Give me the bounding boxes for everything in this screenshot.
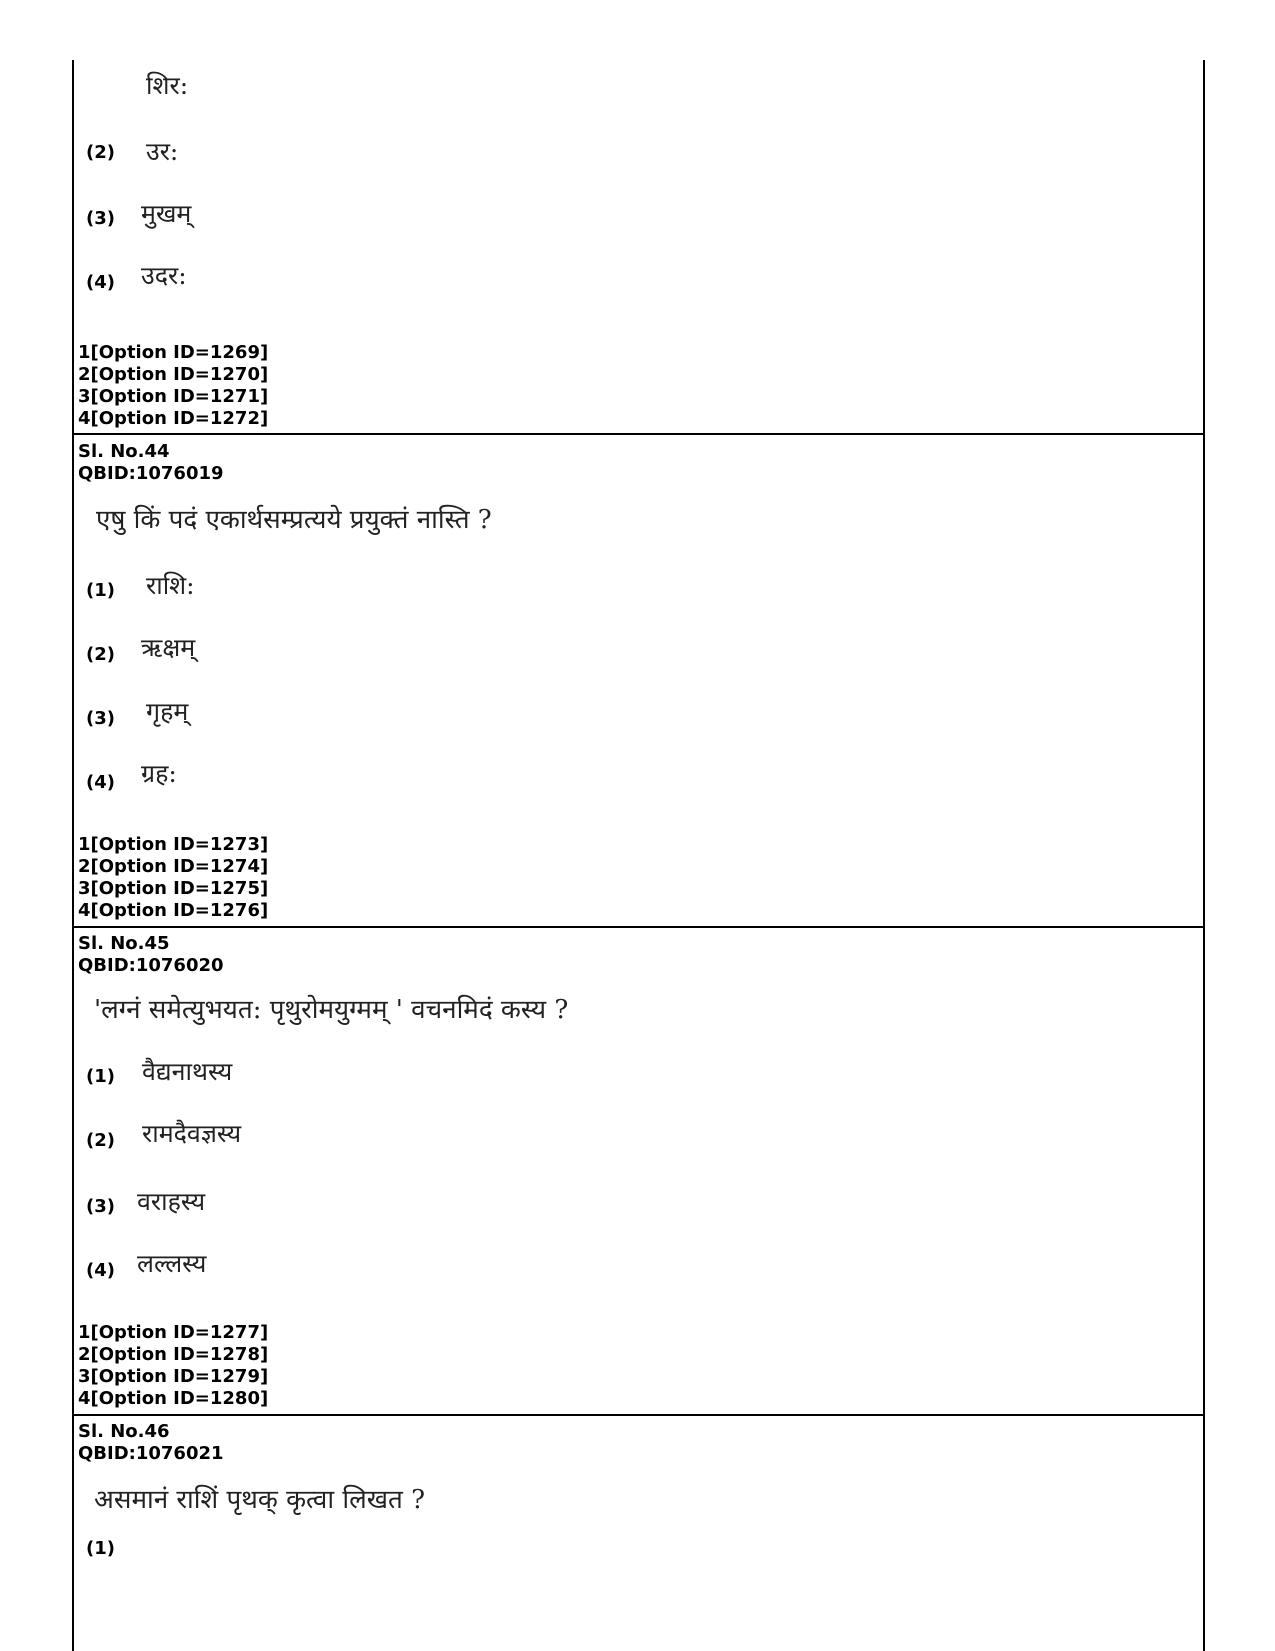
option-id-list <box>78 342 268 430</box>
option-id: 3[Option ID=1275] <box>78 878 269 899</box>
option-number: (4) <box>86 1260 115 1281</box>
option-id: 2[Option ID=1270] <box>78 364 269 385</box>
option-text: गृहम् <box>146 697 189 726</box>
option-text: वराहस्य <box>137 1187 206 1216</box>
serial-number: Sl. No.44 <box>78 441 170 462</box>
option-number: (1) <box>86 1538 115 1559</box>
option-text: मुखम् <box>141 199 192 228</box>
option-id-list <box>78 1322 268 1410</box>
option-text: लल्लस्य <box>137 1249 207 1278</box>
option-number: (4) <box>86 772 115 793</box>
option-number: (3) <box>86 708 115 729</box>
option-text: राशि: <box>146 571 195 600</box>
option-text: ऋक्षम् <box>141 633 196 662</box>
qbid: QBID:1076019 <box>78 463 224 484</box>
option-id: 2[Option ID=1274] <box>78 856 269 877</box>
option-text: ग्रह: <box>141 759 177 788</box>
question-text: 'लग्नं समेत्युभयत: पृथुरोमयुग्मम् ' वचनमिदं कस्य ? <box>94 995 569 1025</box>
option-id: 4[Option ID=1276] <box>78 900 269 921</box>
option-id-list <box>78 834 268 922</box>
option-number: (3) <box>86 208 115 229</box>
option-id: 4[Option ID=1280] <box>78 1388 269 1409</box>
option-number: (2) <box>86 1130 115 1151</box>
serial-number: Sl. No.46 <box>78 1421 170 1442</box>
option-number: (2) <box>86 142 115 163</box>
option-id: 1[Option ID=1277] <box>78 1322 269 1343</box>
option-number: (1) <box>86 1066 115 1087</box>
page-border-right <box>1203 60 1205 1651</box>
option-id: 4[Option ID=1272] <box>78 408 269 429</box>
option-id: 1[Option ID=1273] <box>78 834 269 855</box>
serial-number: Sl. No.45 <box>78 933 170 954</box>
option-number: (4) <box>86 272 115 293</box>
section-divider <box>72 433 1205 435</box>
option-text: उदर: <box>141 261 187 290</box>
option-number: (1) <box>86 580 115 601</box>
option-id: 3[Option ID=1279] <box>78 1366 269 1387</box>
section-divider <box>72 1414 1205 1416</box>
question-text: एषु किं पदं एकार्थसम्प्रत्यये प्रयुक्तं नास्ति ? <box>96 505 492 535</box>
section-divider <box>72 926 1205 928</box>
page-border-left <box>72 60 74 1651</box>
qbid: QBID:1076021 <box>78 1443 224 1464</box>
option-number: (3) <box>86 1196 115 1217</box>
question-text: असमानं राशिं पृथक् कृत्वा लिखत ? <box>94 1485 426 1515</box>
option-text: वैद्यनाथस्य <box>142 1057 233 1086</box>
option-1-text: शिर: <box>146 71 189 100</box>
option-id: 3[Option ID=1271] <box>78 386 269 407</box>
qbid: QBID:1076020 <box>78 955 224 976</box>
option-number: (2) <box>86 644 115 665</box>
option-id: 2[Option ID=1278] <box>78 1344 269 1365</box>
option-id: 1[Option ID=1269] <box>78 342 269 363</box>
option-text: रामदैवज्ञस्य <box>142 1119 242 1148</box>
option-text: उर: <box>146 137 179 166</box>
